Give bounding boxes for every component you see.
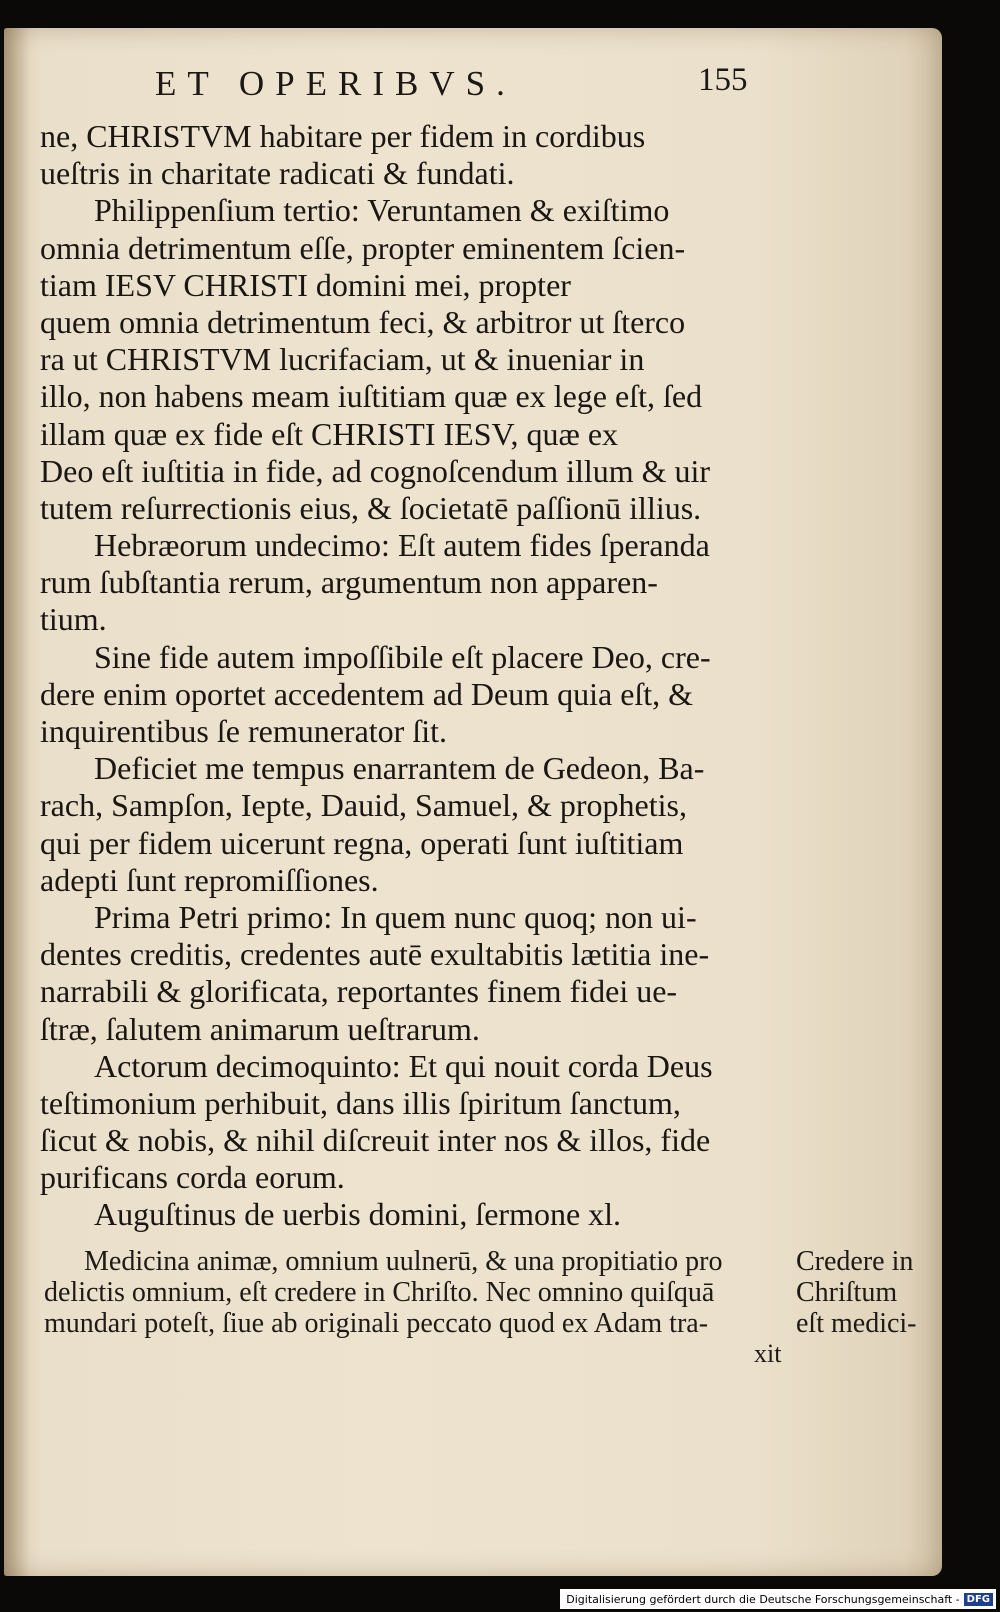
text-line: ra ut CHRISTVM lucrifaciam, ut & inueniar in [40, 341, 645, 378]
running-title: ET OPERIBVS. [155, 64, 516, 103]
text-line: omnia detrimentum eſſe, propter eminentem ſcien- [40, 229, 686, 266]
text-line: illo, non habens meam iuſtitiam quæ ex lege eſt, ſed [40, 378, 703, 415]
page-number: 155 [698, 62, 748, 98]
text-line: Actorum decimoquinto: Et qui nouit corda Deus [94, 1047, 713, 1084]
text-line: Prima Petri primo: In quem nunc quoq; non ui- [94, 898, 697, 935]
text-line: tiam IESV CHRISTI domini mei, propter [40, 266, 571, 303]
text-line: narrabili & glorificata, reportantes finem fidei ue- [40, 973, 678, 1010]
text-line: ueſtris in charitate radicati & fundati. [40, 155, 515, 192]
text-line: ne, CHRISTVM habitare per fidem in cordibus [40, 118, 646, 154]
main-text-block [40, 118, 796, 1234]
text-line: tium. [40, 601, 107, 638]
augustine-quote [44, 1246, 784, 1339]
margin-note [796, 1246, 917, 1339]
text-line: quem omnia detrimentum feci, & arbitror ut ſterco [40, 303, 686, 340]
margin-note-line: eſt medici- [796, 1308, 917, 1339]
margin-note-line: Credere in [796, 1246, 914, 1277]
text-line: rach, Sampſon, Iepte, Dauid, Samuel, & prophetis, [40, 787, 687, 824]
digitization-credit [560, 1589, 996, 1609]
text-line: adepti ſunt repromiſſiones. [40, 861, 379, 898]
text-line: Deficiet me tempus enarrantem de Gedeon, Ba- [94, 750, 705, 787]
text-line: qui per fidem uicerunt regna, operati ſunt iuſtitiam [40, 824, 684, 861]
text-line: dentes creditis, credentes autē exultabitis lætitia ine- [40, 936, 710, 973]
text-line: Philippenſium tertio: Veruntamen & exiſtimo [94, 192, 670, 229]
text-line: teſtimonium perhibuit, dans illis ſpiritum ſanctum, [40, 1084, 681, 1121]
text-line: ſtræ, ſalutem animarum ueſtrarum. [40, 1010, 480, 1047]
quote-line: delictis omnium, eſt credere in Chriſto. Nec omnino quiſquā [44, 1277, 715, 1308]
text-line: Auguſtinus de uerbis domini, ſermone xl. [94, 1196, 622, 1233]
text-line: purificans corda eorum. [40, 1159, 345, 1196]
quote-line: Medicina animæ, omnium uulnerū, & una propitiatio pro [84, 1246, 723, 1277]
text-line: illam quæ ex fide eſt CHRISTI IESV, quæ ex [40, 415, 619, 452]
text-line: Sine fide autem impoſſibile eſt placere Deo, cre- [94, 638, 711, 675]
text-line: rum ſubſtantia rerum, argumentum non apparen- [40, 564, 658, 601]
dfg-logo: DFG [964, 1593, 993, 1606]
quote-line: mundari poteſt, ſiue ab originali peccato quod ex Adam tra- [44, 1308, 709, 1339]
text-line: inquirentibus ſe remunerator ſit. [40, 713, 447, 749]
margin-note-line: Chriſtum [796, 1277, 898, 1308]
credit-text: Digitalisierung gefördert durch die Deutsche Forschungsgemeinschaft - [566, 1592, 960, 1606]
text-line: Deo eſt iuſtitia in fide, ad cognoſcendum illum & uir [40, 452, 711, 489]
text-line: ſicut & nobis, & nihil diſcreuit inter nos & illos, fide [40, 1122, 711, 1159]
text-line: Hebræorum undecimo: Eſt autem fides ſperanda [94, 527, 710, 564]
text-line: dere enim oportet accedentem ad Deum quia eſt, & [40, 675, 694, 712]
text-line: tutem reſurrectionis eius, & ſocietatē paſſionū illius. [40, 489, 702, 526]
catchword: xit [754, 1339, 782, 1368]
